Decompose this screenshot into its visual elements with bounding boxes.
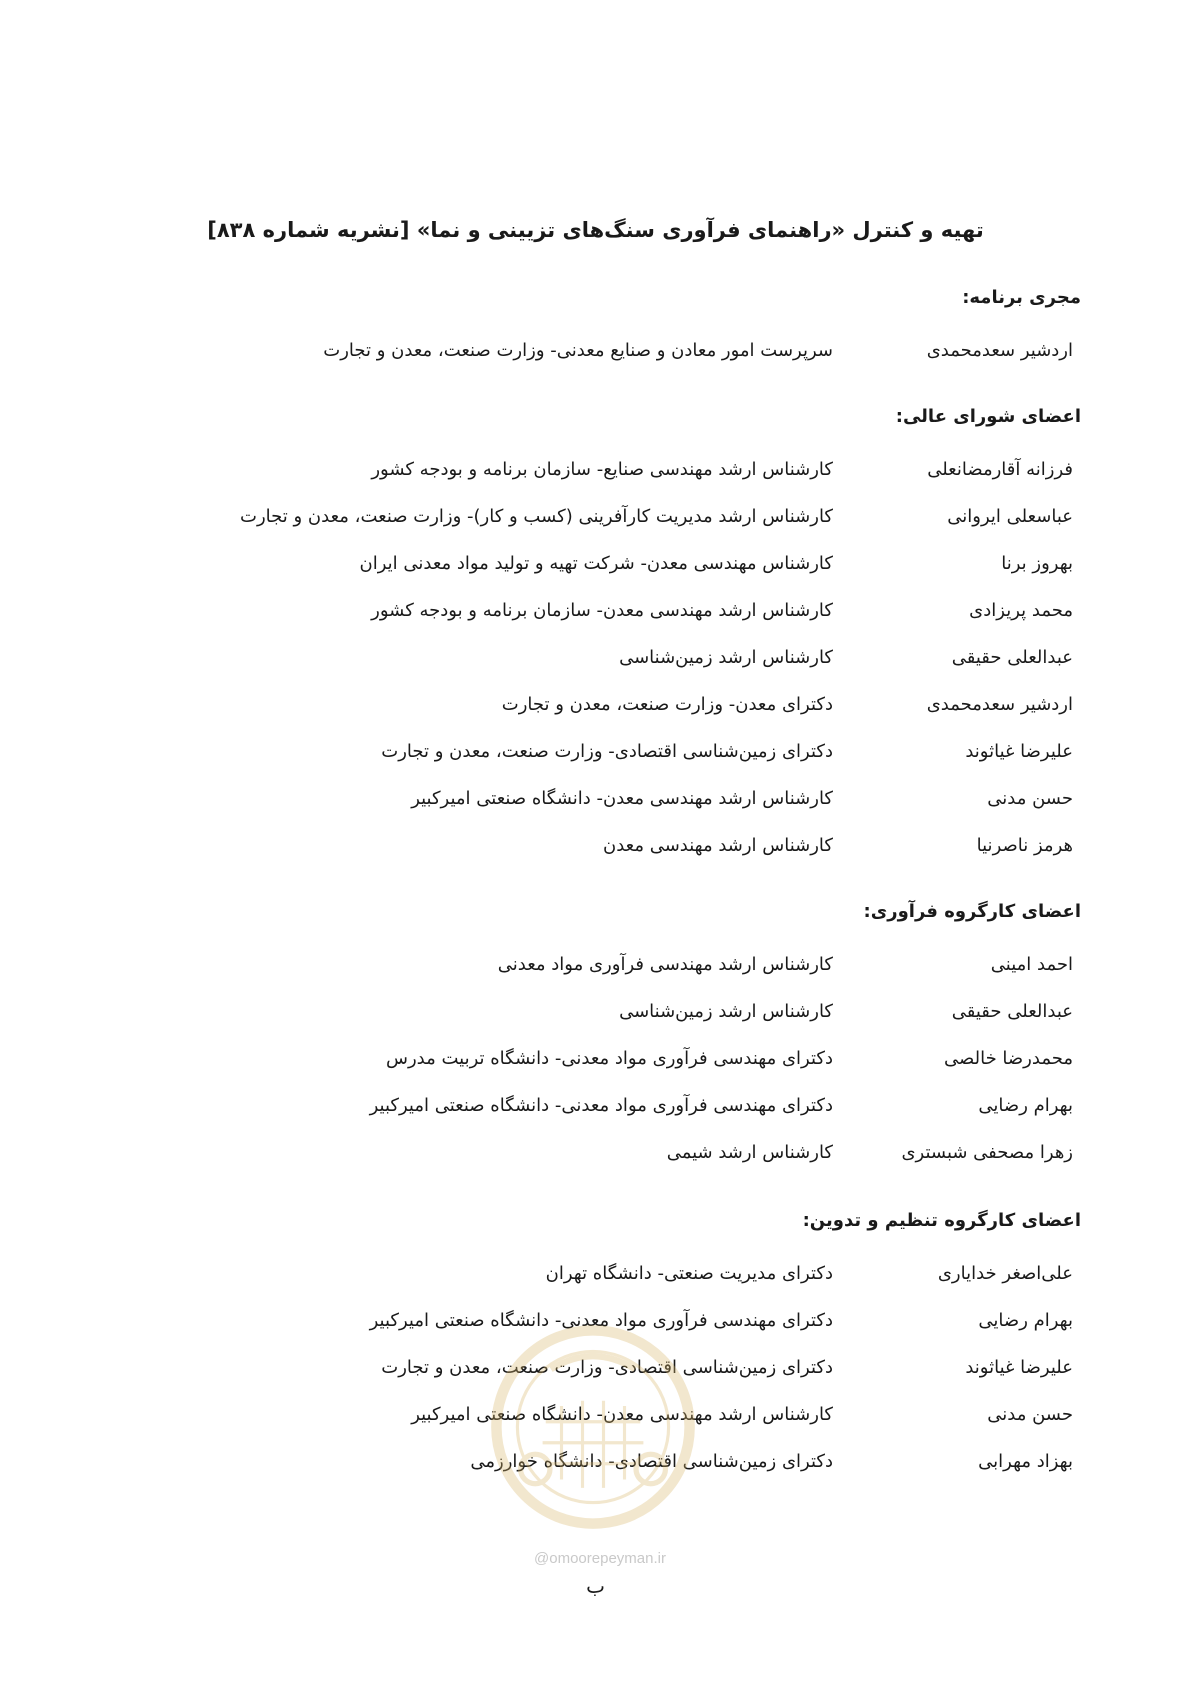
member-row	[101, 1438, 1081, 1485]
section-heading: اعضای کارگروه فرآوری:	[863, 901, 1081, 922]
member-name: علی‌اصغر خدایاری	[937, 1263, 1073, 1284]
member-name: حسن مدنی	[987, 788, 1073, 809]
member-name: زهرا مصحفی شبستری	[901, 1142, 1073, 1163]
member-role: کارشناس ارشد مهندسی فرآوری مواد معدنی	[497, 954, 833, 975]
member-row	[101, 1129, 1081, 1176]
member-role: دکترای مهندسی فرآوری مواد معدنی- دانشگاه صنعتی امیرکبیر	[369, 1310, 833, 1331]
member-name: عبدالعلی حقیقی	[951, 1001, 1073, 1022]
member-role: کارشناس ارشد مهندسی صنایع- سازمان برنامه و بودجه کشور	[371, 459, 833, 480]
member-row	[101, 728, 1081, 775]
section-heading: مجری برنامه:	[962, 287, 1081, 308]
section-heading: اعضای شورای عالی:	[895, 406, 1081, 427]
member-row	[101, 587, 1081, 634]
member-name: علیرضا غیاثوند	[965, 741, 1073, 762]
member-name: هرمز ناصرنیا	[976, 835, 1073, 856]
member-role: دکترای معدن- وزارت صنعت، معدن و تجارت	[501, 694, 833, 715]
section-program-executor	[101, 283, 1081, 374]
member-row	[101, 493, 1081, 540]
member-row	[101, 634, 1081, 681]
member-name: اردشیر سعدمحمدی	[926, 694, 1073, 715]
member-role: دکترای زمین‌شناسی اقتصادی- وزارت صنعت، معدن و تجارت	[381, 1357, 833, 1378]
member-name: بهرام رضایی	[978, 1095, 1073, 1116]
member-row	[101, 1082, 1081, 1129]
member-row	[101, 988, 1081, 1035]
member-row	[101, 446, 1081, 493]
member-row	[101, 540, 1081, 587]
member-role: دکترای مدیریت صنعتی- دانشگاه تهران	[545, 1263, 833, 1284]
watermark-text: @omoorepeyman.ir	[534, 1550, 666, 1567]
member-row	[101, 775, 1081, 822]
member-row	[101, 822, 1081, 869]
member-row	[101, 1344, 1081, 1391]
member-row	[101, 327, 1081, 374]
member-role: سرپرست امور معادن و صنایع معدنی- وزارت صنعت، معدن و تجارت	[323, 340, 833, 361]
section-compilation-group	[101, 1206, 1081, 1485]
member-name: بهزاد مهرابی	[978, 1451, 1073, 1472]
member-role: دکترای زمین‌شناسی اقتصادی- دانشگاه خوارزمی	[470, 1451, 833, 1472]
member-name: محمد پریزادی	[969, 600, 1073, 621]
member-role: کارشناس ارشد مهندسی معدن	[602, 835, 833, 856]
member-name: بهروز برنا	[1001, 553, 1073, 574]
section-processing-group	[101, 897, 1081, 1176]
member-role: کارشناس مهندسی معدن- شرکت تهیه و تولید مواد معدنی ایران	[359, 553, 833, 574]
member-role: دکترای مهندسی فرآوری مواد معدنی- دانشگاه صنعتی امیرکبیر	[369, 1095, 833, 1116]
member-role: کارشناس ارشد مدیریت کارآفرینی (کسب و کار)- وزارت صنعت، معدن و تجارت	[240, 506, 833, 527]
member-name: بهرام رضایی	[978, 1310, 1073, 1331]
member-name: عباسعلی ایروانی	[947, 506, 1073, 527]
member-role: کارشناس ارشد زمین‌شناسی	[619, 1001, 833, 1022]
member-name: اردشیر سعدمحمدی	[926, 340, 1073, 361]
member-role: کارشناس ارشد زمین‌شناسی	[619, 647, 833, 668]
member-name: محمدرضا خالصی	[943, 1048, 1073, 1069]
page-number: ب	[586, 1574, 605, 1598]
member-row	[101, 1391, 1081, 1438]
member-row	[101, 1297, 1081, 1344]
member-name: حسن مدنی	[987, 1404, 1073, 1425]
member-row	[101, 681, 1081, 728]
member-role: دکترای زمین‌شناسی اقتصادی- وزارت صنعت، معدن و تجارت	[381, 741, 833, 762]
member-role: کارشناس ارشد مهندسی معدن- دانشگاه صنعتی امیرکبیر	[411, 788, 833, 809]
member-role: کارشناس ارشد مهندسی معدن- دانشگاه صنعتی امیرکبیر	[411, 1404, 833, 1425]
member-name: عبدالعلی حقیقی	[951, 647, 1073, 668]
member-row	[101, 941, 1081, 988]
section-high-council	[101, 402, 1081, 869]
member-name: فرزانه آقارمضانعلی	[927, 459, 1073, 480]
member-name: علیرضا غیاثوند	[965, 1357, 1073, 1378]
member-row	[101, 1035, 1081, 1082]
section-heading: اعضای کارگروه تنظیم و تدوین:	[802, 1210, 1081, 1231]
member-row	[101, 1250, 1081, 1297]
member-role: کارشناس ارشد مهندسی معدن- سازمان برنامه و بودجه کشور	[371, 600, 833, 621]
member-role: کارشناس ارشد شیمی	[666, 1142, 833, 1163]
member-name: احمد امینی	[990, 954, 1073, 975]
page-title: تهیه و کنترل «راهنمای فرآوری سنگ‌های تزیینی و نما» [نشریه شماره ۸۳۸]	[207, 218, 984, 242]
member-role: دکترای مهندسی فرآوری مواد معدنی- دانشگاه تربیت مدرس	[386, 1048, 833, 1069]
